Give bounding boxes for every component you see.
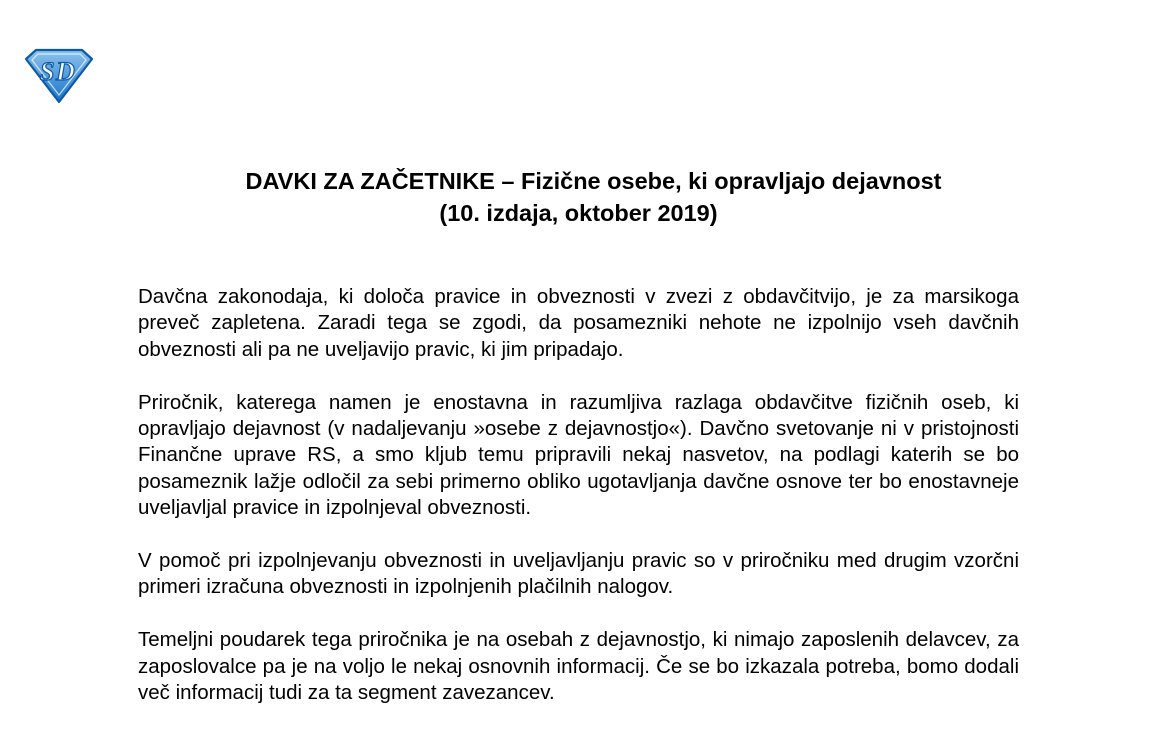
sd-logo-icon <box>22 47 96 105</box>
paragraph-4: Temeljni poudarek tega priročnika je na osebah z dejavnostjo, ki nimajo zaposlenih delavcev, za zaposlovalce pa je na voljo le nekaj osnovnih informacij. Če se bo izkazala potreba, bomo dodali več informacij tudi za ta segment zavezancev. <box>138 628 1019 705</box>
paragraph-1: Davčna zakonodaja, ki določa pravice in obveznosti v zvezi z obdavčitvijo, je za marsikoga preveč zapletena. Zaradi tega se zgodi, da posamezniki nehote ne izpolnijo vseh davčnih obveznosti ali pa ne uveljavijo pravic, ki jim pripadajo. <box>138 285 1019 361</box>
svg-text:S: S <box>40 57 55 86</box>
paragraph-3: V pomoč pri izpolnjevanju obveznosti in uveljavljanju pravic so v priročniku med drugim vzorčni primeri izračuna obveznosti in izpolnjenih plačilnih nalogov. <box>138 549 1019 599</box>
document-body <box>138 284 1019 733</box>
paragraph-2: Priročnik, katerega namen je enostavna in razumljiva razlaga obdavčitve fizičnih oseb, ki opravljajo dejavnost (v nadaljevanju »osebe z dejavnostjo«). Davčno svetovanje ni v pristojnosti Finančne uprave RS, a smo kljub temu pripravili nekaj nasvetov, na podlagi katerih se bo posameznik lažje odločil za sebi primerno obliko ugotavljanja davčne osnove ter bo enostavneje uveljavljal pravice in izpolnjeval obveznosti. <box>138 390 1019 520</box>
title-line-2: (10. izdaja, oktober 2019) <box>439 200 718 226</box>
svg-text:D: D <box>56 57 75 86</box>
document-title <box>0 165 1157 229</box>
title-line-1: DAVKI ZA ZAČETNIKE – Fizične osebe, ki opravljajo dejavnost <box>245 168 942 194</box>
